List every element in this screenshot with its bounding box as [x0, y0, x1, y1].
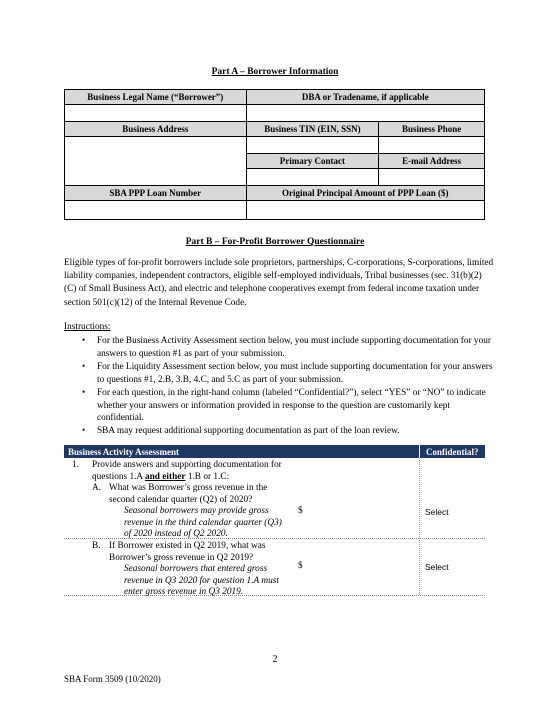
question-1b-label: B.: [92, 541, 101, 551]
loan-number-header: SBA PPP Loan Number: [65, 186, 247, 201]
tin-header: Business TIN (EIN, SSN): [246, 122, 379, 137]
question-1b-text: If Borrower existed in Q2 2019, what was Borrower’s gross revenue in Q2 2019?: [109, 541, 266, 563]
borrower-information-table: [64, 89, 485, 220]
address-header: Business Address: [65, 122, 247, 137]
question-1a-label: A.: [92, 483, 102, 493]
phone-header: Business Phone: [379, 122, 485, 137]
list-item: • For the Liquidity Assessment section below, you must include supporting documentation for your answers to questions #1, 2.B, 3.B, 4.C, and 5.C as part of your submission.: [82, 361, 493, 385]
part-a-title: Part A – Borrower Information: [211, 67, 339, 77]
eligibility-paragraph: Eligible types of for-profit borrowers include sole proprietors, partnerships, C-corporations, S-corporations, limited liability companies, independent contractors, eligible self-employed individuals, Tribal businesses (sec. 31(b)(2)(C) of Small Business Act), and electric and telephone cooperatives exempt from federal income taxation under section 501(c)(12) of the Internal Revenue Code.: [64, 258, 494, 308]
email-header: E-mail Address: [379, 154, 485, 169]
question-1a-dollar: $: [298, 506, 303, 516]
assessment-header: Business Activity Assessment: [64, 445, 419, 458]
question-1-text: Provide answers and supporting documentation for questions 1.A and either 1.B or 1.C:: [92, 460, 282, 482]
business-activity-table: [64, 445, 485, 458]
principal-field[interactable]: [246, 201, 484, 220]
list-item: • For each question, in the right-hand column (labeled “Confidential?”), select “YES” or “NO” to indicate whether your answers or information provided in response to the question are customarily kept confidential.: [82, 387, 486, 424]
instructions-label: Instructions:: [64, 322, 111, 332]
question-1a-text: What was Borrower’s gross revenue in the second calendar quarter (Q2) of 2020?: [109, 483, 268, 505]
address-field[interactable]: [65, 137, 247, 186]
page-number: 2: [272, 654, 278, 665]
dba-header: DBA or Tradename, if applicable: [246, 90, 484, 105]
confidential-header: Confidential?: [419, 445, 485, 458]
tin-field[interactable]: [246, 137, 379, 154]
question-1b-dollar: $: [298, 561, 303, 571]
phone-field[interactable]: [379, 137, 485, 154]
form-identifier: SBA Form 3509 (10/2020): [64, 674, 161, 684]
contact-field[interactable]: [246, 169, 379, 186]
dba-field[interactable]: [246, 105, 484, 122]
list-item: • For the Business Activity Assessment section below, you must include supporting documentation for your answers to question #1 as part of your submission.: [82, 336, 491, 359]
principal-header: Original Principal Amount of PPP Loan ($): [246, 186, 484, 201]
list-item: • SBA may request additional supporting documentation as part of the loan review.: [82, 426, 400, 437]
question-1a-confidential-select[interactable]: Select: [425, 507, 449, 517]
question-1-number: 1.: [72, 460, 79, 470]
legal-name-field[interactable]: [65, 105, 247, 122]
question-1a-note: Seasonal borrowers may provide gross revenue in the third calendar quarter (Q3) of 2020 instead of Q2 2020.: [124, 506, 282, 540]
question-1b-note: Seasonal borrowers that entered gross revenue in Q3 2020 for question 1.A must enter gross revenue in Q3 2019.: [124, 564, 279, 598]
contact-header: Primary Contact: [246, 154, 379, 169]
instructions-list: [64, 335, 496, 438]
confidential-column-divider: [419, 458, 420, 595]
email-field[interactable]: [379, 169, 485, 186]
legal-name-header: Business Legal Name (“Borrower”): [65, 90, 247, 105]
part-b-title: Part B – For-Profit Borrower Questionnaire: [185, 237, 365, 247]
loan-number-field[interactable]: [65, 201, 247, 220]
question-1b-confidential-select[interactable]: Select: [425, 562, 449, 572]
